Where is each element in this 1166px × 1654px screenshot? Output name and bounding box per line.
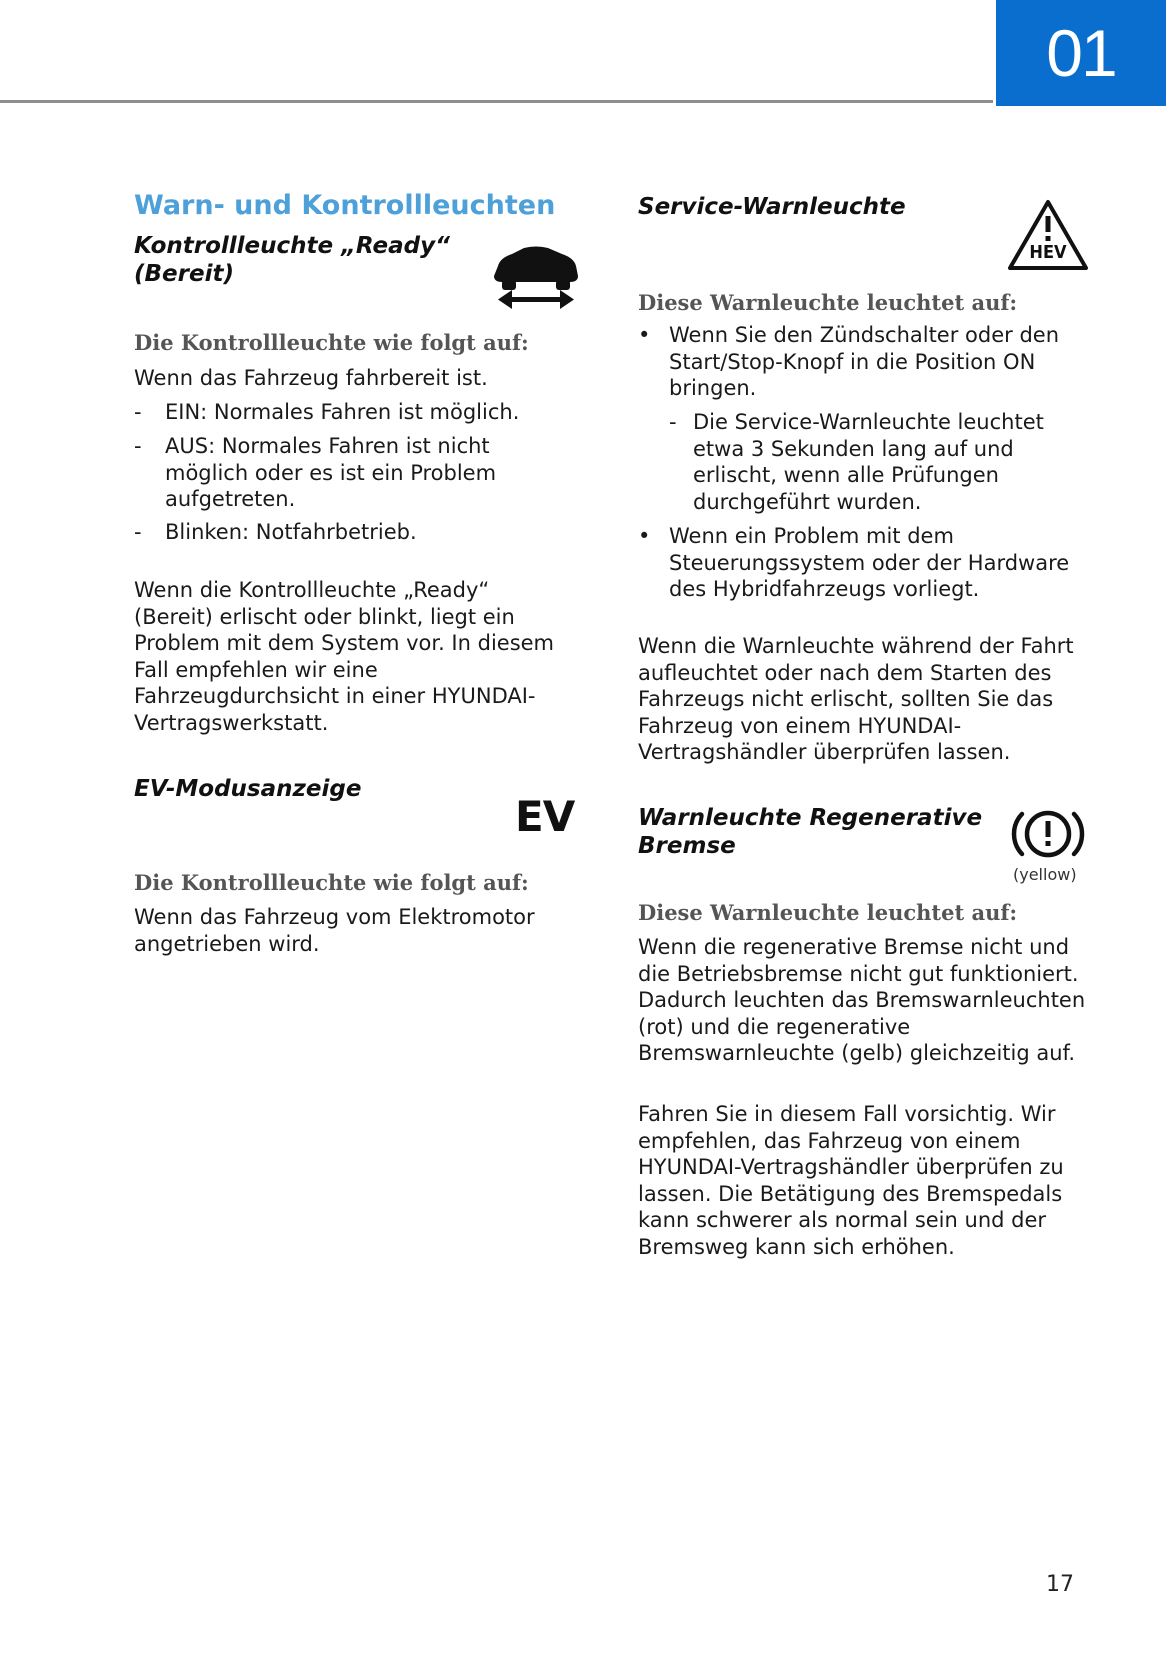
sub-list-item bbox=[669, 409, 1075, 515]
ev-subhead: Die Kontrollleuchte wie folgt auf: bbox=[134, 870, 529, 895]
header-rule bbox=[0, 100, 993, 103]
dash-marker: - bbox=[134, 434, 142, 458]
ev-title: EV-Modusanzeige bbox=[134, 776, 362, 802]
service-title: Service-Warnleuchte bbox=[638, 194, 906, 220]
hev-label: HEV bbox=[1029, 242, 1067, 263]
list-item-text: Die Service-Warnleuchte leuchtet etwa 3 Sekunden lang auf und erlischt, wenn alle Prüfungen durchgeführt wurden. bbox=[693, 410, 1044, 514]
regen-title: Warnleuchte Regenerative Bremse bbox=[638, 805, 983, 859]
ready-intro: Wenn das Fahrzeug fahrbereit ist. bbox=[134, 366, 488, 390]
brake-warning-icon bbox=[1007, 804, 1089, 864]
list-item-text: Wenn Sie den Zündschalter oder den Start/Stop-Knopf in die Position ON bringen. bbox=[669, 323, 1060, 400]
ready-subhead: Die Kontrollleuchte wie folgt auf: bbox=[134, 330, 529, 355]
ready-note: Wenn die Kontrollleuchte „Ready“ (Bereit) erlischt oder blinkt, liegt ein Problem mit dem System vor. In diesem Fall empfehlen wir eine Fahrzeugdurchsicht in einer HYUNDAI-Vertragswerkstatt. bbox=[134, 578, 555, 735]
dash-marker: - bbox=[134, 520, 142, 544]
dash-marker: - bbox=[134, 400, 142, 424]
bullet-marker: • bbox=[638, 524, 651, 548]
icon-caption: (yellow) bbox=[1013, 865, 1077, 884]
hev-warning-triangle-icon bbox=[1006, 198, 1090, 272]
list-item-text: Wenn ein Problem mit dem Steuerungssystem oder der Hardware des Hybridfahrzeugs vorliegt. bbox=[669, 524, 1070, 601]
regen-para-1: Wenn die regenerative Bremse nicht und die Betriebsbremse nicht gut funktioniert. Dadurch leuchten das Bremswarnleuchten (rot) und die regenerative Bremswarnleuchte (gelb) gleichzeitig auf. bbox=[638, 935, 1086, 1065]
service-note: Wenn die Warnleuchte während der Fahrt aufleuchtet oder nach dem Starten des Fahrzeugs nicht erlischt, sollten Sie das Fahrzeug von einem HYUNDAI-Vertragshändler überprüfen lassen. bbox=[638, 634, 1074, 764]
list-item-text: Blinken: Notfahrbetrieb. bbox=[165, 520, 417, 544]
list-item bbox=[134, 399, 575, 426]
regen-subhead: Diese Warnleuchte leuchtet auf: bbox=[638, 900, 1018, 925]
regen-para-2: Fahren Sie in diesem Fall vorsichtig. Wir empfehlen, das Fahrzeug von einem HYUNDAI-Vertragshändler überprüfen zu lassen. Die Betätigung des Bremspedals kann schwerer als normal sein und der Bremsweg kann sich erhöhen. bbox=[638, 1102, 1064, 1259]
list-item-text: EIN: Normales Fahren ist möglich. bbox=[165, 400, 520, 424]
chapter-tab bbox=[996, 0, 1166, 106]
service-subhead: Diese Warnleuchte leuchtet auf: bbox=[638, 290, 1018, 315]
list-item bbox=[134, 519, 575, 546]
ev-text: Wenn das Fahrzeug vom Elektromotor angetrieben wird. bbox=[134, 905, 535, 956]
page-number: 17 bbox=[1046, 1572, 1074, 1597]
chapter-number: 01 bbox=[1046, 16, 1116, 90]
list-item-text: AUS: Normales Fahren ist nicht möglich oder es ist ein Problem aufgetreten. bbox=[165, 434, 497, 511]
dash-marker: - bbox=[669, 410, 677, 434]
ev-icon: EV bbox=[515, 792, 575, 841]
ready-title: Kontrollleuchte „Ready“ (Bereit) bbox=[134, 233, 450, 287]
list-item bbox=[638, 322, 1097, 402]
car-arrows-icon bbox=[490, 246, 582, 310]
list-item bbox=[638, 523, 1097, 603]
section-title: Warn- und Kontrollleuchten bbox=[134, 190, 556, 221]
list-item bbox=[134, 433, 565, 513]
bullet-marker: • bbox=[638, 323, 651, 347]
